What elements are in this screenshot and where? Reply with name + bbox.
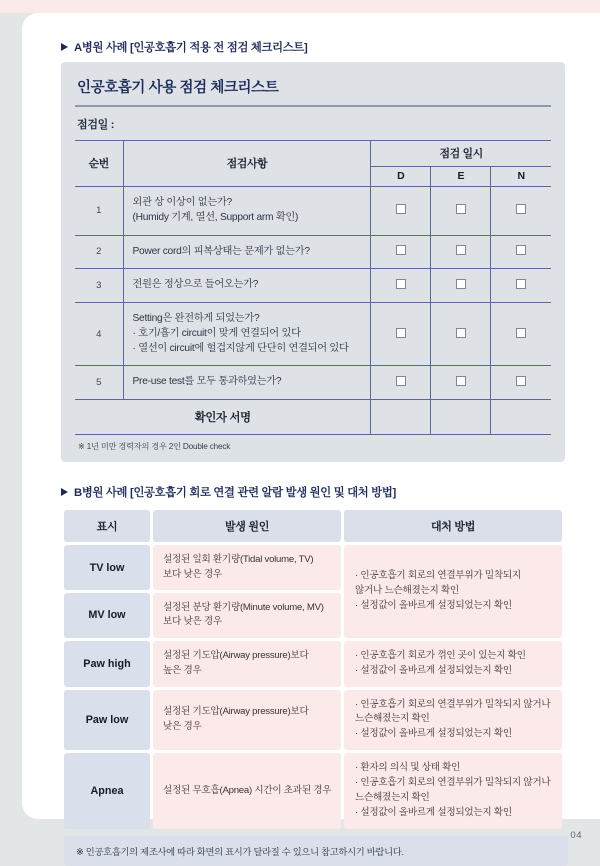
alarm-cause	[153, 545, 341, 590]
signature-row	[75, 400, 551, 435]
table-row	[75, 187, 551, 236]
row-item-line: 전원은 정상으로 들어오는가?	[132, 279, 259, 291]
alarm-code: TV low	[64, 545, 150, 590]
checkbox-icon[interactable]	[516, 279, 526, 289]
col-header-fix: 대처 방법	[344, 510, 562, 542]
checkbox-cell-n[interactable]	[491, 235, 551, 269]
checklist-note: ※ 1년 미만 경력자의 경우 2인 Double check	[78, 442, 231, 452]
row-item-line: · 호기/흡기 circuit이 맞게 연결되어 있다	[132, 327, 301, 339]
checkbox-cell-n[interactable]	[491, 269, 551, 303]
fix-line: · 설정값이 올바르게 설정되었는지 확인	[355, 664, 512, 676]
cause-line: 높은 경우	[163, 664, 202, 676]
row-item-line: Pre-use test를 모두 통과하였는가?	[132, 376, 282, 388]
row-item-line: (Humidy 기계, 열선, Support arm 확인)	[132, 211, 299, 223]
signature-cell-d[interactable]	[371, 400, 431, 435]
alarm-cause	[153, 690, 341, 751]
row-item-line: 외관 상 이상이 없는가?	[132, 197, 232, 208]
checkbox-cell-d[interactable]	[371, 187, 431, 236]
table-row	[64, 545, 562, 590]
fix-line: · 인공호흡기 회로의 연결부위가 밀착되지 않거나	[355, 776, 551, 788]
checkbox-icon[interactable]	[456, 245, 466, 255]
row-item-line: Power cord의 피복상태는 문제가 없는가?	[132, 245, 310, 257]
alarm-table	[61, 507, 565, 831]
signature-cell-n[interactable]	[491, 400, 551, 435]
checkbox-cell-e[interactable]	[431, 303, 491, 366]
section-a-heading	[61, 39, 560, 55]
checkbox-cell-n[interactable]	[491, 187, 551, 236]
checkbox-icon[interactable]	[516, 376, 526, 386]
checkbox-cell-e[interactable]	[431, 366, 491, 400]
fix-line: · 설정값이 올바르게 설정되었는지 확인	[355, 599, 512, 611]
cause-line: 보다 낮은 경우	[163, 568, 222, 580]
checkbox-cell-e[interactable]	[431, 269, 491, 303]
checkbox-icon[interactable]	[456, 328, 466, 338]
col-header-d: D	[371, 167, 431, 187]
fix-line: 않거나 느슨해졌는지 확인	[355, 585, 460, 597]
fix-line: · 설정값이 올바르게 설정되었는지 확인	[355, 728, 512, 740]
cause-line: 설정된 일회 환기량(Tidal volume, TV)	[163, 554, 314, 566]
alarm-code: MV low	[64, 593, 150, 638]
signature-cell-e[interactable]	[431, 400, 491, 435]
row-item-line: · 열선이 circuit에 헐겁지않게 단단히 연결되어 있다	[132, 342, 349, 354]
cause-line: 설정된 무호흡(Apnea) 시간이 초과된 경우	[163, 784, 332, 796]
top-accent-band	[0, 0, 600, 13]
table-row	[75, 235, 551, 269]
checklist-body	[75, 187, 551, 435]
checkbox-icon[interactable]	[396, 376, 406, 386]
alarm-fix	[344, 545, 562, 638]
cause-line: 설정된 기도압(Airway pressure)보다	[163, 650, 309, 662]
col-header-cause: 발생 원인	[153, 510, 341, 542]
checkbox-icon[interactable]	[516, 245, 526, 255]
fix-line: · 인공호흡기 회로가 꺾인 곳이 있는지 확인	[355, 649, 526, 661]
cause-line: 보다 낮은 경우	[163, 616, 222, 628]
checkbox-icon[interactable]	[396, 328, 406, 338]
alarm-cause	[153, 641, 341, 687]
checkbox-icon[interactable]	[396, 204, 406, 214]
checklist-header-row	[75, 141, 551, 167]
cause-line: 낮은 경우	[163, 720, 202, 732]
alarm-body	[64, 545, 562, 828]
col-header-n: N	[491, 167, 551, 187]
title-divider	[75, 105, 551, 107]
row-item	[123, 303, 371, 366]
checkbox-cell-d[interactable]	[371, 269, 431, 303]
triangle-bullet-icon	[61, 43, 68, 51]
checklist-table	[75, 140, 551, 435]
alarm-fix	[344, 690, 562, 751]
checkbox-cell-d[interactable]	[371, 366, 431, 400]
checkbox-icon[interactable]	[456, 376, 466, 386]
checkbox-icon[interactable]	[516, 204, 526, 214]
checkbox-icon[interactable]	[396, 279, 406, 289]
fix-line: · 인공호흡기 회로의 연결부위가 밀착되지 않거나	[355, 698, 551, 710]
row-item	[123, 235, 371, 269]
fix-line: · 설정값이 올바르게 설정되었는지 확인	[355, 806, 512, 818]
row-number: 4	[75, 303, 123, 366]
row-number: 1	[75, 187, 123, 236]
alarm-cause	[153, 753, 341, 828]
triangle-bullet-icon	[61, 488, 68, 496]
fix-line: 느슨해졌는지 확인	[355, 713, 430, 725]
col-header-e: E	[431, 167, 491, 187]
cause-line: 설정된 분당 환기량(Minute volume, MV)	[163, 602, 324, 614]
table-row	[75, 303, 551, 366]
alarm-cause	[153, 593, 341, 638]
row-item	[123, 187, 371, 236]
page-number: 04	[570, 830, 582, 841]
alarm-code: Paw low	[64, 690, 150, 751]
checkbox-cell-n[interactable]	[491, 366, 551, 400]
cause-line: 설정된 기도압(Airway pressure)보다	[163, 706, 309, 718]
alarm-footnote: ※ 인공호흡기의 제조사에 따라 화면의 표시가 달라질 수 있으니 참고하시기 바랍니다.	[64, 836, 568, 866]
row-number: 2	[75, 235, 123, 269]
alarm-code: Apnea	[64, 753, 150, 828]
col-header-code: 표시	[64, 510, 150, 542]
col-header-time-group: 점검 일시	[371, 141, 551, 167]
section-b-heading-text: B병원 사례 [인공호흡기 회로 연결 관련 알람 발생 원인 및 대처 방법]	[74, 487, 396, 500]
alarm-fix	[344, 753, 562, 828]
table-row	[64, 753, 562, 828]
checkbox-icon[interactable]	[456, 204, 466, 214]
table-row	[64, 641, 562, 687]
alarm-fix	[344, 641, 562, 687]
table-row	[64, 690, 562, 751]
section-a-heading-text: A병원 사례 [인공호흡기 적용 전 점검 체크리스트]	[74, 42, 308, 54]
fix-line: 느슨해졌는지 확인	[355, 791, 430, 803]
table-row	[75, 269, 551, 303]
alarm-header-row	[64, 510, 562, 542]
inspection-date-label: 점검일 :	[77, 119, 115, 131]
fix-line: · 인공호흡기 회로의 연결부위가 밀착되지	[355, 570, 521, 582]
row-item	[123, 269, 371, 303]
checklist-title: 인공호흡기 사용 점검 체크리스트	[77, 80, 279, 96]
checkbox-icon[interactable]	[456, 279, 466, 289]
row-item	[123, 366, 371, 400]
signature-label: 확인자 서명	[75, 400, 371, 435]
checkbox-icon[interactable]	[516, 328, 526, 338]
row-number: 3	[75, 269, 123, 303]
alarm-code: Paw high	[64, 641, 150, 687]
col-header-item: 점검사항	[123, 141, 371, 187]
fix-line: · 환자의 의식 및 상태 확인	[355, 762, 461, 774]
col-header-no: 순번	[75, 141, 123, 187]
checklist-panel	[61, 62, 565, 462]
row-number: 5	[75, 366, 123, 400]
checkbox-cell-e[interactable]	[431, 187, 491, 236]
row-item-line: Setting은 완전하게 되었는가?	[132, 313, 260, 325]
checkbox-cell-n[interactable]	[491, 303, 551, 366]
checkbox-cell-d[interactable]	[371, 235, 431, 269]
checkbox-icon[interactable]	[396, 245, 406, 255]
checkbox-cell-e[interactable]	[431, 235, 491, 269]
checkbox-cell-d[interactable]	[371, 303, 431, 366]
table-row	[75, 366, 551, 400]
section-b-heading	[61, 484, 560, 500]
